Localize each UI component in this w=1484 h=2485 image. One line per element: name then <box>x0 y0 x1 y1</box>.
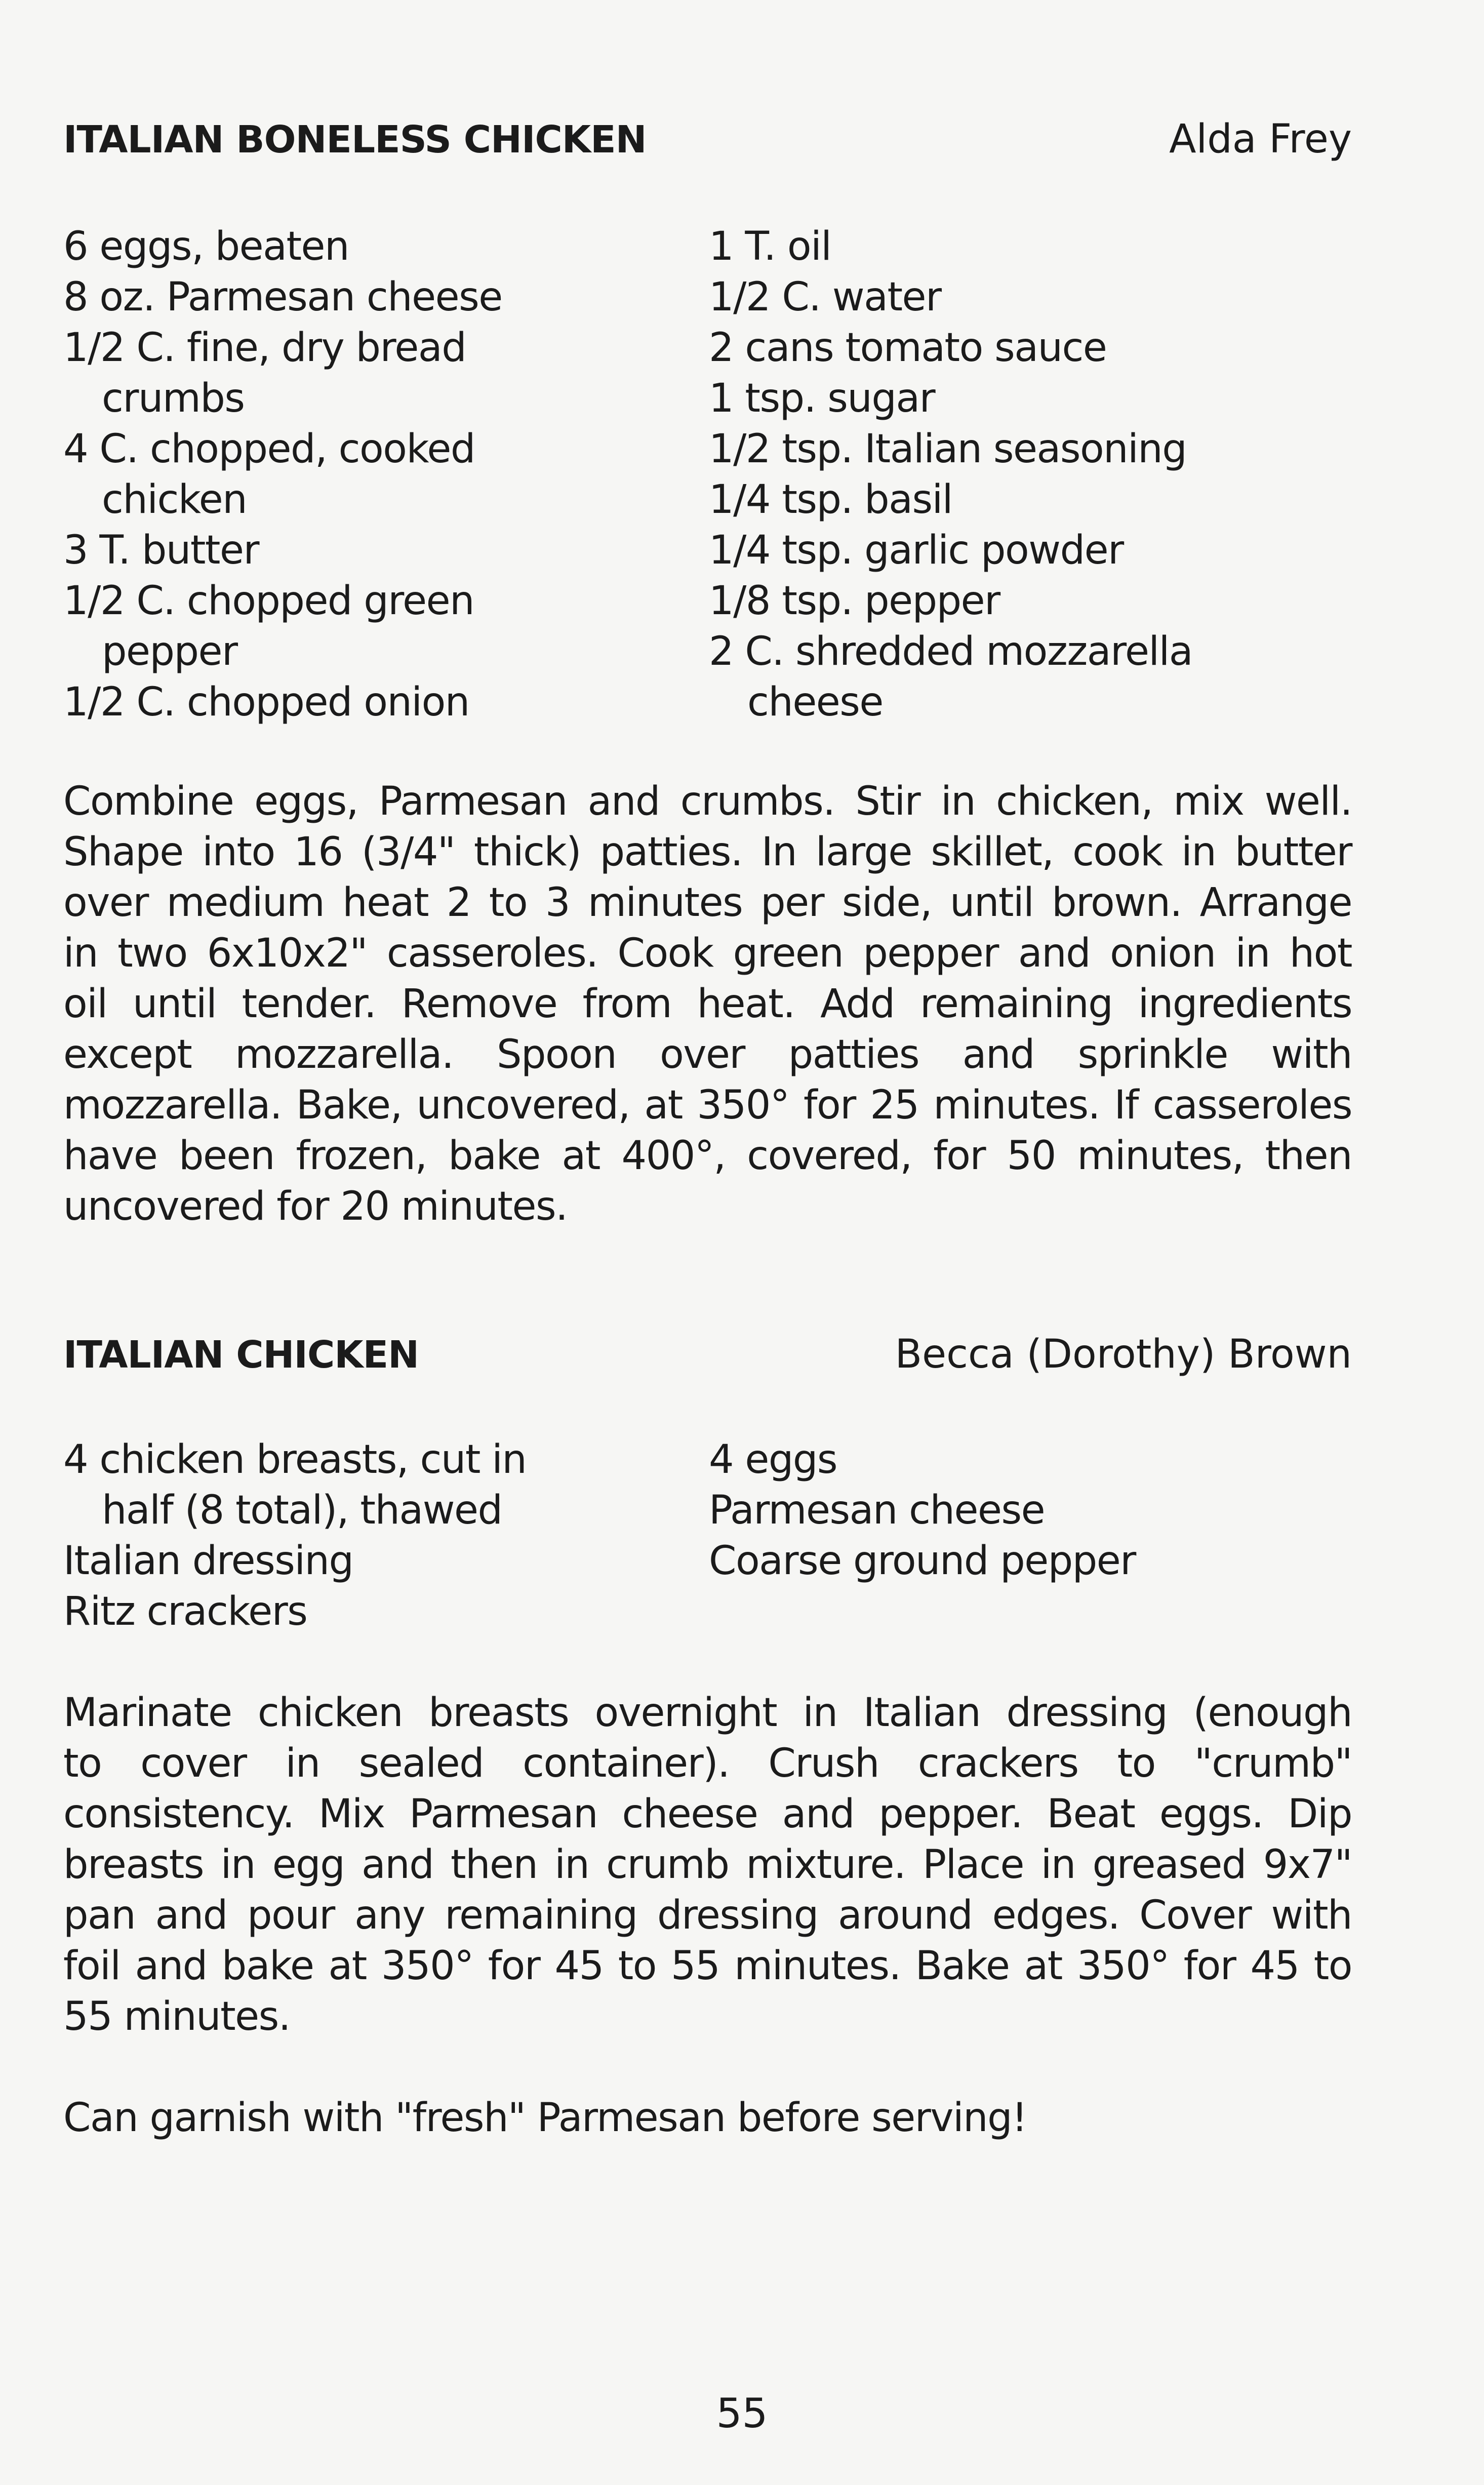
directions-line: to cover in sealed container). Crush crackers to "crumb" <box>63 1741 1352 1786</box>
directions-line: consistency. Mix Parmesan cheese and pepper. Beat eggs. Dip <box>63 1791 1352 1837</box>
ingredient-item: 2 cans tomato sauce <box>709 325 1107 371</box>
directions-line: breasts in egg and then in crumb mixture. Place in greased 9x7" <box>63 1842 1352 1888</box>
ingredients-left-column <box>63 221 709 728</box>
ingredient-item: Coarse ground pepper <box>709 1538 1136 1584</box>
ingredient-item: Italian dressing <box>63 1538 353 1584</box>
recipe-author: Becca (Dorothy) Brown <box>895 1332 1352 1377</box>
ingredients-list <box>63 221 1352 728</box>
recipe-title: ITALIAN CHICKEN <box>63 1333 419 1377</box>
ingredients-right-column <box>709 221 1352 728</box>
ingredients-left-column <box>63 1434 709 1637</box>
ingredient-item-continued: crumbs <box>102 376 245 421</box>
recipe-directions <box>63 776 1352 1232</box>
ingredient-item: 1/4 tsp. garlic powder <box>709 528 1124 573</box>
ingredient-item-continued: pepper <box>102 629 237 674</box>
ingredient-item: 1 T. oil <box>709 224 831 269</box>
ingredient-item: 4 chicken breasts, cut in <box>63 1437 527 1482</box>
ingredient-item: Ritz crackers <box>63 1589 307 1634</box>
ingredient-item: 1/2 tsp. Italian seasoning <box>709 426 1187 472</box>
directions-line: Shape into 16 (3/4" thick) patties. In large skillet, cook in butter <box>63 829 1352 875</box>
directions-line: except mozzarella. Spoon over patties and sprinkle with <box>63 1032 1352 1077</box>
ingredient-item: 4 C. chopped, cooked <box>63 426 475 472</box>
directions-line: over medium heat 2 to 3 minutes per side, until brown. Arrange <box>63 880 1352 926</box>
ingredient-item-continued: cheese <box>747 679 883 725</box>
ingredient-item: 2 C. shredded mozzarella <box>709 629 1193 674</box>
ingredient-item: 4 eggs <box>709 1437 837 1482</box>
ingredient-item: 1/2 C. water <box>709 274 941 320</box>
directions-line: uncovered for 20 minutes. <box>63 1184 568 1229</box>
recipe-header-italian-boneless-chicken <box>63 116 1352 162</box>
recipe-title: ITALIAN BONELESS CHICKEN <box>63 118 647 162</box>
ingredient-item: Parmesan cheese <box>709 1488 1045 1533</box>
directions-line: oil until tender. Remove from heat. Add remaining ingredients <box>63 981 1352 1027</box>
ingredient-item: 3 T. butter <box>63 528 259 573</box>
ingredient-item: 1/2 C. chopped onion <box>63 679 469 725</box>
ingredient-item: 1/4 tsp. basil <box>709 477 952 523</box>
ingredient-item-continued: chicken <box>102 477 247 523</box>
directions-line: 55 minutes. <box>63 1994 291 2039</box>
ingredient-item: 1/8 tsp. pepper <box>709 578 1000 624</box>
ingredient-item: 8 oz. Parmesan cheese <box>63 274 502 320</box>
note-line: Can garnish with "fresh" Parmesan before serving! <box>63 2095 1027 2141</box>
ingredient-item: 1/2 C. chopped green <box>63 578 474 624</box>
directions-line: Combine eggs, Parmesan and crumbs. Stir in chicken, mix well. <box>63 779 1352 824</box>
ingredient-item: 1 tsp. sugar <box>709 376 935 421</box>
directions-line: pan and pour any remaining dressing around edges. Cover with <box>63 1893 1352 1938</box>
directions-line: have been frozen, bake at 400°, covered, for 50 minutes, then <box>63 1133 1352 1179</box>
ingredient-item: 1/2 C. fine, dry bread <box>63 325 466 371</box>
ingredients-list <box>63 1434 1352 1637</box>
recipe-note <box>63 2093 1352 2143</box>
directions-line: foil and bake at 350° for 45 to 55 minutes. Bake at 350° for 45 to <box>63 1943 1352 1989</box>
directions-line: Marinate chicken breasts overnight in Italian dressing (enough <box>63 1690 1352 1736</box>
ingredient-item-continued: half (8 total), thawed <box>102 1488 502 1533</box>
directions-line: mozzarella. Bake, uncovered, at 350° for 25 minutes. If casseroles <box>63 1083 1352 1128</box>
recipe-author: Alda Frey <box>1169 116 1352 162</box>
ingredient-item: 6 eggs, beaten <box>63 224 349 269</box>
recipe-header-italian-chicken <box>63 1332 1352 1377</box>
directions-line: in two 6x10x2" casseroles. Cook green pepper and onion in hot <box>63 931 1352 976</box>
recipe-directions <box>63 1688 1352 2042</box>
page-number: 55 <box>716 2390 768 2437</box>
ingredients-right-column <box>709 1434 1352 1637</box>
